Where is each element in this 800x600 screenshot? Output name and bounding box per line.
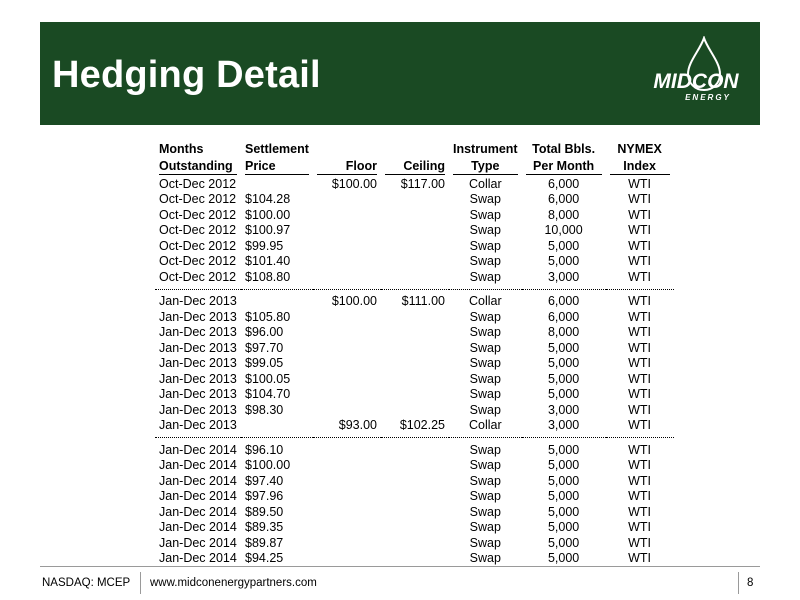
table-row xyxy=(155,309,674,325)
cell-ceiling xyxy=(381,309,449,325)
cell-instrument-type: Swap xyxy=(469,520,501,535)
cell-months: Jan-Dec 2013 xyxy=(159,402,237,417)
col-header-price: Price xyxy=(245,159,309,175)
cell-floor xyxy=(313,489,381,505)
cell-ceiling xyxy=(381,238,449,254)
logo-wordmark: MIDCON xyxy=(653,70,739,93)
cell-ceiling xyxy=(381,192,449,208)
table-row xyxy=(155,504,674,520)
col-header-floor: Floor xyxy=(317,159,377,175)
table-row xyxy=(155,294,674,310)
cell-bbls-per-month: 10,000 xyxy=(544,223,583,238)
col-header-settlement: Settlement xyxy=(245,142,309,156)
table-row xyxy=(155,340,674,356)
cell-bbls-per-month: 5,000 xyxy=(547,489,580,504)
cell-floor xyxy=(313,254,381,270)
cell-months: Oct-Dec 2012 xyxy=(159,254,237,269)
cell-bbls-per-month: 5,000 xyxy=(547,387,580,402)
cell-floor xyxy=(313,192,381,208)
cell-instrument-type: Swap xyxy=(469,535,501,550)
cell-bbls-per-month: 5,000 xyxy=(547,254,580,269)
cell-settlement-price xyxy=(241,176,313,192)
footer-ticker: NASDAQ: MCEP xyxy=(42,577,131,589)
cell-ceiling xyxy=(381,520,449,536)
footer-separator xyxy=(140,572,141,594)
cell-index: WTI xyxy=(628,340,652,355)
table-row xyxy=(155,207,674,223)
cell-floor xyxy=(313,551,381,567)
table-row xyxy=(155,489,674,505)
cell-months: Oct-Dec 2012 xyxy=(159,223,237,238)
cell-floor xyxy=(313,535,381,551)
cell-ceiling xyxy=(381,387,449,403)
cell-floor xyxy=(313,458,381,474)
cell-ceiling: $111.00 xyxy=(401,294,445,309)
cell-bbls-per-month: 5,000 xyxy=(547,535,580,550)
cell-instrument-type: Swap xyxy=(469,340,501,355)
cell-index: WTI xyxy=(628,551,652,566)
cell-instrument-type: Swap xyxy=(469,442,501,457)
cell-instrument-type: Swap xyxy=(469,254,501,269)
cell-instrument-type: Swap xyxy=(469,356,501,371)
cell-index: WTI xyxy=(628,489,652,504)
cell-instrument-type: Collar xyxy=(468,418,502,433)
cell-instrument-type: Swap xyxy=(469,269,501,284)
page-number-separator xyxy=(738,572,739,594)
cell-settlement-price: $89.87 xyxy=(245,535,284,550)
cell-index: WTI xyxy=(628,402,652,417)
page-title: Hedging Detail xyxy=(52,54,321,96)
cell-months: Jan-Dec 2014 xyxy=(159,458,237,473)
cell-bbls-per-month: 8,000 xyxy=(547,207,580,222)
table-row xyxy=(155,238,674,254)
col-header-per-month: Per Month xyxy=(526,159,602,175)
cell-settlement-price: $89.35 xyxy=(245,520,284,535)
cell-months: Jan-Dec 2013 xyxy=(159,371,237,386)
cell-index: WTI xyxy=(628,356,652,371)
cell-bbls-per-month: 5,000 xyxy=(547,551,580,566)
table-row xyxy=(155,387,674,403)
cell-bbls-per-month: 5,000 xyxy=(547,504,580,519)
cell-ceiling xyxy=(381,442,449,458)
table-row xyxy=(155,371,674,387)
cell-index: WTI xyxy=(628,473,652,488)
cell-floor xyxy=(313,371,381,387)
cell-months: Jan-Dec 2014 xyxy=(159,551,237,566)
cell-settlement-price: $100.97 xyxy=(245,223,291,238)
cell-bbls-per-month: 8,000 xyxy=(547,325,580,340)
cell-index: WTI xyxy=(628,254,652,269)
table-row xyxy=(155,325,674,341)
cell-bbls-per-month: 5,000 xyxy=(547,356,580,371)
cell-settlement-price xyxy=(241,294,313,310)
cell-index: WTI xyxy=(628,207,652,222)
cell-months: Jan-Dec 2013 xyxy=(159,387,237,402)
cell-settlement-price: $100.00 xyxy=(245,207,291,222)
cell-floor xyxy=(313,238,381,254)
cell-months: Jan-Dec 2014 xyxy=(159,535,237,550)
cell-ceiling xyxy=(381,535,449,551)
cell-settlement-price: $99.05 xyxy=(245,356,284,371)
table-row xyxy=(155,535,674,551)
col-header-instrument: Instrument xyxy=(453,142,518,156)
cell-index: WTI xyxy=(628,504,652,519)
cell-months: Jan-Dec 2014 xyxy=(159,520,237,535)
cell-months: Oct-Dec 2012 xyxy=(159,207,237,222)
cell-settlement-price: $97.40 xyxy=(245,473,284,488)
cell-ceiling xyxy=(381,504,449,520)
cell-floor xyxy=(313,309,381,325)
cell-instrument-type: Collar xyxy=(468,176,502,191)
cell-index: WTI xyxy=(628,520,652,535)
cell-index: WTI xyxy=(628,458,652,473)
cell-index: WTI xyxy=(628,535,652,550)
cell-months: Jan-Dec 2014 xyxy=(159,504,237,519)
cell-instrument-type: Swap xyxy=(469,387,501,402)
table-row xyxy=(155,269,674,285)
table-row xyxy=(155,551,674,567)
cell-settlement-price xyxy=(241,418,313,434)
cell-ceiling xyxy=(381,325,449,341)
table-row xyxy=(155,176,674,192)
header-row-1 xyxy=(155,140,674,158)
logo-subtext: ENERGY xyxy=(685,93,731,102)
cell-floor xyxy=(313,223,381,239)
cell-settlement-price: $89.50 xyxy=(245,504,284,519)
table-row xyxy=(155,223,674,239)
cell-instrument-type: Swap xyxy=(469,371,501,386)
cell-floor xyxy=(313,442,381,458)
cell-ceiling xyxy=(381,254,449,270)
cell-months: Jan-Dec 2014 xyxy=(159,442,237,457)
cell-settlement-price: $97.96 xyxy=(245,489,284,504)
cell-floor: $100.00 xyxy=(331,176,377,191)
cell-bbls-per-month: 3,000 xyxy=(547,269,580,284)
cell-instrument-type: Swap xyxy=(469,207,501,222)
cell-bbls-per-month: 5,000 xyxy=(547,238,580,253)
cell-ceiling xyxy=(381,340,449,356)
cell-ceiling xyxy=(381,223,449,239)
cell-floor xyxy=(313,356,381,372)
cell-instrument-type: Swap xyxy=(469,192,501,207)
cell-instrument-type: Swap xyxy=(469,489,501,504)
cell-index: WTI xyxy=(628,371,652,386)
col-header-total-bbls: Total Bbls. xyxy=(532,142,596,156)
cell-index: WTI xyxy=(628,309,652,324)
cell-ceiling: $117.00 xyxy=(400,176,445,191)
cell-bbls-per-month: 6,000 xyxy=(547,192,580,207)
cell-settlement-price: $100.00 xyxy=(245,458,291,473)
cell-ceiling xyxy=(381,402,449,418)
cell-ceiling: $102.25 xyxy=(399,418,445,433)
cell-floor xyxy=(313,269,381,285)
cell-instrument-type: Swap xyxy=(469,238,501,253)
cell-floor xyxy=(313,387,381,403)
cell-bbls-per-month: 5,000 xyxy=(547,458,580,473)
cell-ceiling xyxy=(381,269,449,285)
hedging-table xyxy=(155,140,674,566)
cell-months: Jan-Dec 2013 xyxy=(159,294,237,309)
cell-floor xyxy=(313,325,381,341)
cell-floor: $100.00 xyxy=(331,294,377,309)
table-row xyxy=(155,402,674,418)
cell-settlement-price: $101.40 xyxy=(245,254,291,269)
cell-settlement-price: $97.70 xyxy=(245,340,284,355)
cell-ceiling xyxy=(381,458,449,474)
cell-months: Jan-Dec 2014 xyxy=(159,473,237,488)
table-row xyxy=(155,356,674,372)
cell-ceiling xyxy=(381,551,449,567)
col-header-type: Type xyxy=(453,159,518,175)
cell-bbls-per-month: 5,000 xyxy=(547,473,580,488)
footer-url: www.midconenergypartners.com xyxy=(150,577,317,589)
cell-index: WTI xyxy=(628,387,652,402)
cell-months: Oct-Dec 2012 xyxy=(159,269,237,284)
cell-settlement-price: $108.80 xyxy=(245,269,291,284)
cell-instrument-type: Swap xyxy=(469,223,501,238)
table-row xyxy=(155,473,674,489)
col-header-months: Months xyxy=(159,142,204,156)
cell-bbls-per-month: 6,000 xyxy=(547,176,580,191)
cell-floor xyxy=(313,340,381,356)
cell-index: WTI xyxy=(628,418,652,433)
cell-ceiling xyxy=(381,473,449,489)
cell-settlement-price: $100.05 xyxy=(245,371,291,386)
cell-months: Oct-Dec 2012 xyxy=(159,192,237,207)
cell-settlement-price: $94.25 xyxy=(245,551,284,566)
cell-ceiling xyxy=(381,207,449,223)
cell-floor xyxy=(313,207,381,223)
cell-floor xyxy=(313,520,381,536)
page-number: 8 xyxy=(747,577,754,589)
cell-months: Jan-Dec 2014 xyxy=(159,489,237,504)
cell-ceiling xyxy=(381,489,449,505)
col-header-ceiling: Ceiling xyxy=(385,159,445,175)
table-row xyxy=(155,192,674,208)
table-row xyxy=(155,418,674,434)
cell-index: WTI xyxy=(628,192,652,207)
col-header-index: Index xyxy=(610,159,670,175)
cell-instrument-type: Swap xyxy=(469,309,501,324)
cell-floor xyxy=(313,504,381,520)
cell-bbls-per-month: 3,000 xyxy=(547,402,580,417)
cell-instrument-type: Swap xyxy=(469,402,501,417)
title-banner xyxy=(40,22,760,125)
cell-instrument-type: Swap xyxy=(469,504,501,519)
cell-instrument-type: Swap xyxy=(469,325,501,340)
cell-index: WTI xyxy=(628,442,652,457)
cell-index: WTI xyxy=(628,269,652,284)
cell-settlement-price: $96.10 xyxy=(245,442,284,457)
col-header-nymex: NYMEX xyxy=(617,142,662,156)
cell-months: Jan-Dec 2013 xyxy=(159,418,237,433)
cell-settlement-price: $99.95 xyxy=(245,238,284,253)
hedging-table-body xyxy=(155,176,674,566)
cell-settlement-price: $104.70 xyxy=(245,387,291,402)
cell-ceiling xyxy=(381,371,449,387)
cell-bbls-per-month: 6,000 xyxy=(547,309,580,324)
cell-instrument-type: Collar xyxy=(468,294,502,309)
cell-index: WTI xyxy=(628,238,652,253)
table-row xyxy=(155,458,674,474)
table-row xyxy=(155,254,674,270)
cell-months: Oct-Dec 2012 xyxy=(159,176,237,191)
cell-months: Jan-Dec 2013 xyxy=(159,340,237,355)
cell-months: Jan-Dec 2013 xyxy=(159,309,237,324)
cell-index: WTI xyxy=(628,223,652,238)
cell-index: WTI xyxy=(628,325,652,340)
cell-bbls-per-month: 3,000 xyxy=(547,418,580,433)
header-row-2 xyxy=(155,158,674,176)
cell-instrument-type: Swap xyxy=(469,473,501,488)
cell-bbls-per-month: 5,000 xyxy=(547,371,580,386)
cell-months: Jan-Dec 2013 xyxy=(159,356,237,371)
cell-instrument-type: Swap xyxy=(469,551,501,566)
cell-floor: $93.00 xyxy=(338,418,377,433)
midcon-energy-logo xyxy=(646,36,746,116)
cell-settlement-price: $96.00 xyxy=(245,325,284,340)
cell-instrument-type: Swap xyxy=(469,458,501,473)
cell-settlement-price: $105.80 xyxy=(245,309,291,324)
cell-index: WTI xyxy=(628,294,652,309)
cell-ceiling xyxy=(381,356,449,372)
cell-index: WTI xyxy=(628,176,652,191)
cell-bbls-per-month: 5,000 xyxy=(547,520,580,535)
cell-settlement-price: $104.28 xyxy=(245,192,291,207)
cell-settlement-price: $98.30 xyxy=(245,402,284,417)
cell-bbls-per-month: 5,000 xyxy=(547,340,580,355)
cell-floor xyxy=(313,402,381,418)
col-header-outstanding: Outstanding xyxy=(159,159,237,175)
cell-floor xyxy=(313,473,381,489)
cell-bbls-per-month: 5,000 xyxy=(547,442,580,457)
footer-divider xyxy=(40,566,760,567)
table-row xyxy=(155,442,674,458)
table-row xyxy=(155,520,674,536)
cell-months: Oct-Dec 2012 xyxy=(159,238,237,253)
cell-months: Jan-Dec 2013 xyxy=(159,325,237,340)
cell-bbls-per-month: 6,000 xyxy=(547,294,580,309)
